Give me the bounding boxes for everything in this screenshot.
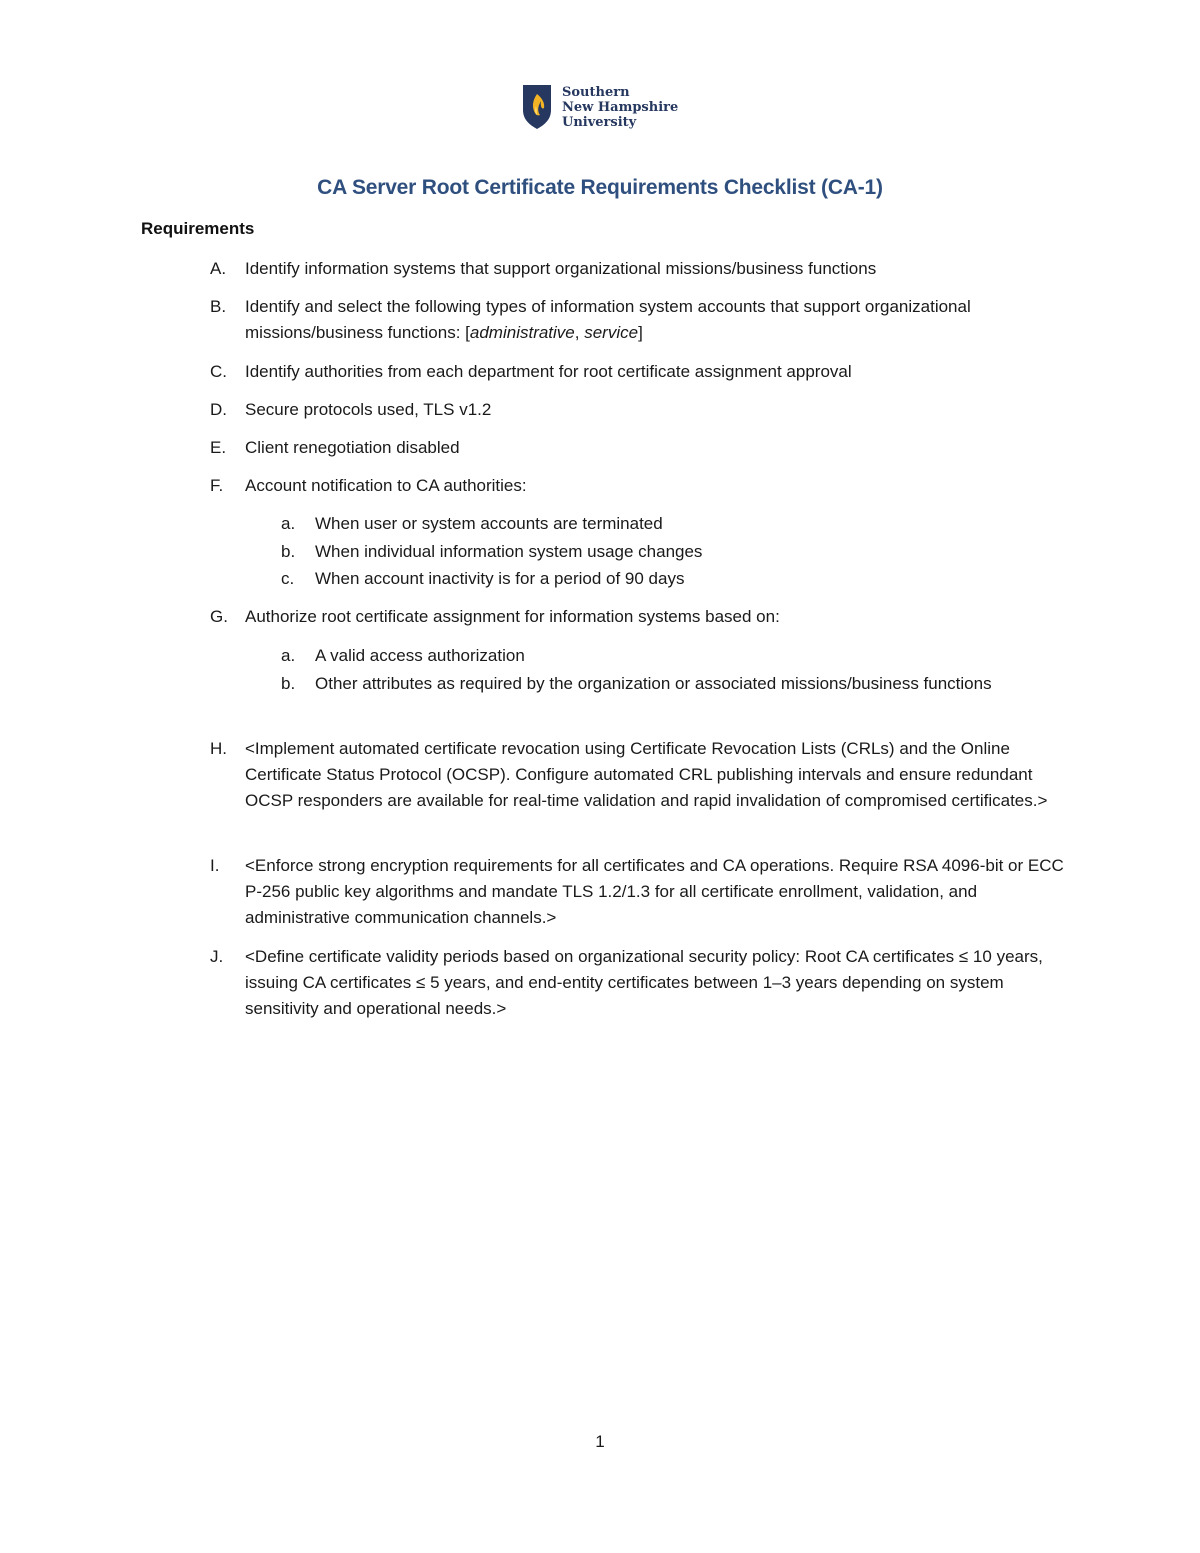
item-text — [245, 294, 995, 346]
logo-wordmark — [562, 85, 678, 130]
item-text: <Enforce strong encryption requirements for all certificates and CA operations. Require RSA 4096-bit or ECC P-256 public key algorithms and mandate TLS 1.2/1.3 for all certificate enrollment, validation, and administrative communication channels.> — [245, 856, 1064, 927]
sub-item-text: A valid access authorization — [315, 646, 525, 665]
item-text: Identify authorities from each department for root certificate assignment approval — [245, 362, 852, 381]
sub-item-text: When individual information system usage changes — [315, 542, 703, 561]
item-letter: J. — [210, 947, 224, 966]
item-separator: , — [574, 323, 585, 342]
sub-item-letter: b. — [281, 542, 296, 561]
shield-flame-icon — [522, 84, 552, 130]
item-text: Client renegotiation disabled — [245, 438, 460, 457]
item-text-before: Identify and select the following types of information system accounts that support organizational missions/business functions: [ — [245, 297, 971, 342]
item-text: Account notification to CA authorities: — [245, 476, 527, 495]
item-text: Secure protocols used, TLS v1.2 — [245, 400, 492, 419]
sub-item-text: When account inactivity is for a period of 90 days — [315, 569, 685, 588]
sub-item-text: Other attributes as required by the organization or associated missions/business functions — [315, 674, 992, 693]
item-letter: G. — [210, 607, 228, 626]
sub-item-letter: a. — [281, 646, 296, 665]
item-letter: C. — [210, 362, 227, 381]
sub-item-letter: c. — [281, 569, 295, 588]
item-text-after: ] — [638, 323, 643, 342]
page-number: 1 — [595, 1432, 605, 1451]
page-title: CA Server Root Certificate Requirements Checklist (CA-1) — [317, 176, 883, 199]
item-letter: E. — [210, 438, 227, 457]
item-letter: I. — [210, 856, 220, 875]
logo-line-1: Southern — [562, 84, 630, 100]
item-letter: A. — [210, 259, 227, 278]
item-text: Identify information systems that support organizational missions/business functions — [245, 259, 877, 278]
item-text: Authorize root certificate assignment for information systems based on: — [245, 607, 780, 626]
section-heading: Requirements — [141, 219, 255, 238]
logo-line-3: University — [562, 114, 637, 130]
sub-item-letter: b. — [281, 674, 296, 693]
item-letter: F. — [210, 476, 224, 495]
logo-line-2: New Hampshire — [562, 99, 679, 115]
item-text: <Implement automated certificate revocation using Certificate Revocation Lists (CRLs) and the Online Certificate Status Protocol (OCSP). Configure automated CRL publishing intervals and ensure redundant OCSP responders are available for real-time validation and rapid invalidation of compromised certificates.> — [245, 739, 1048, 810]
sub-item-letter: a. — [281, 514, 296, 533]
item-italic-administrative: administrative — [469, 323, 575, 342]
university-logo — [522, 84, 678, 130]
item-italic-service: service — [584, 323, 639, 342]
item-letter: D. — [210, 400, 227, 419]
item-text: <Define certificate validity periods based on organizational security policy: Root CA certificates ≤ 10 years, issuing CA certificates ≤ 5 years, and end-entity certificates between 1–3 years depending on system sensitivity and operational needs.> — [245, 947, 1043, 1018]
item-letter: H. — [210, 739, 227, 758]
item-letter: B. — [210, 297, 227, 316]
sub-item-text: When user or system accounts are terminated — [315, 514, 663, 533]
